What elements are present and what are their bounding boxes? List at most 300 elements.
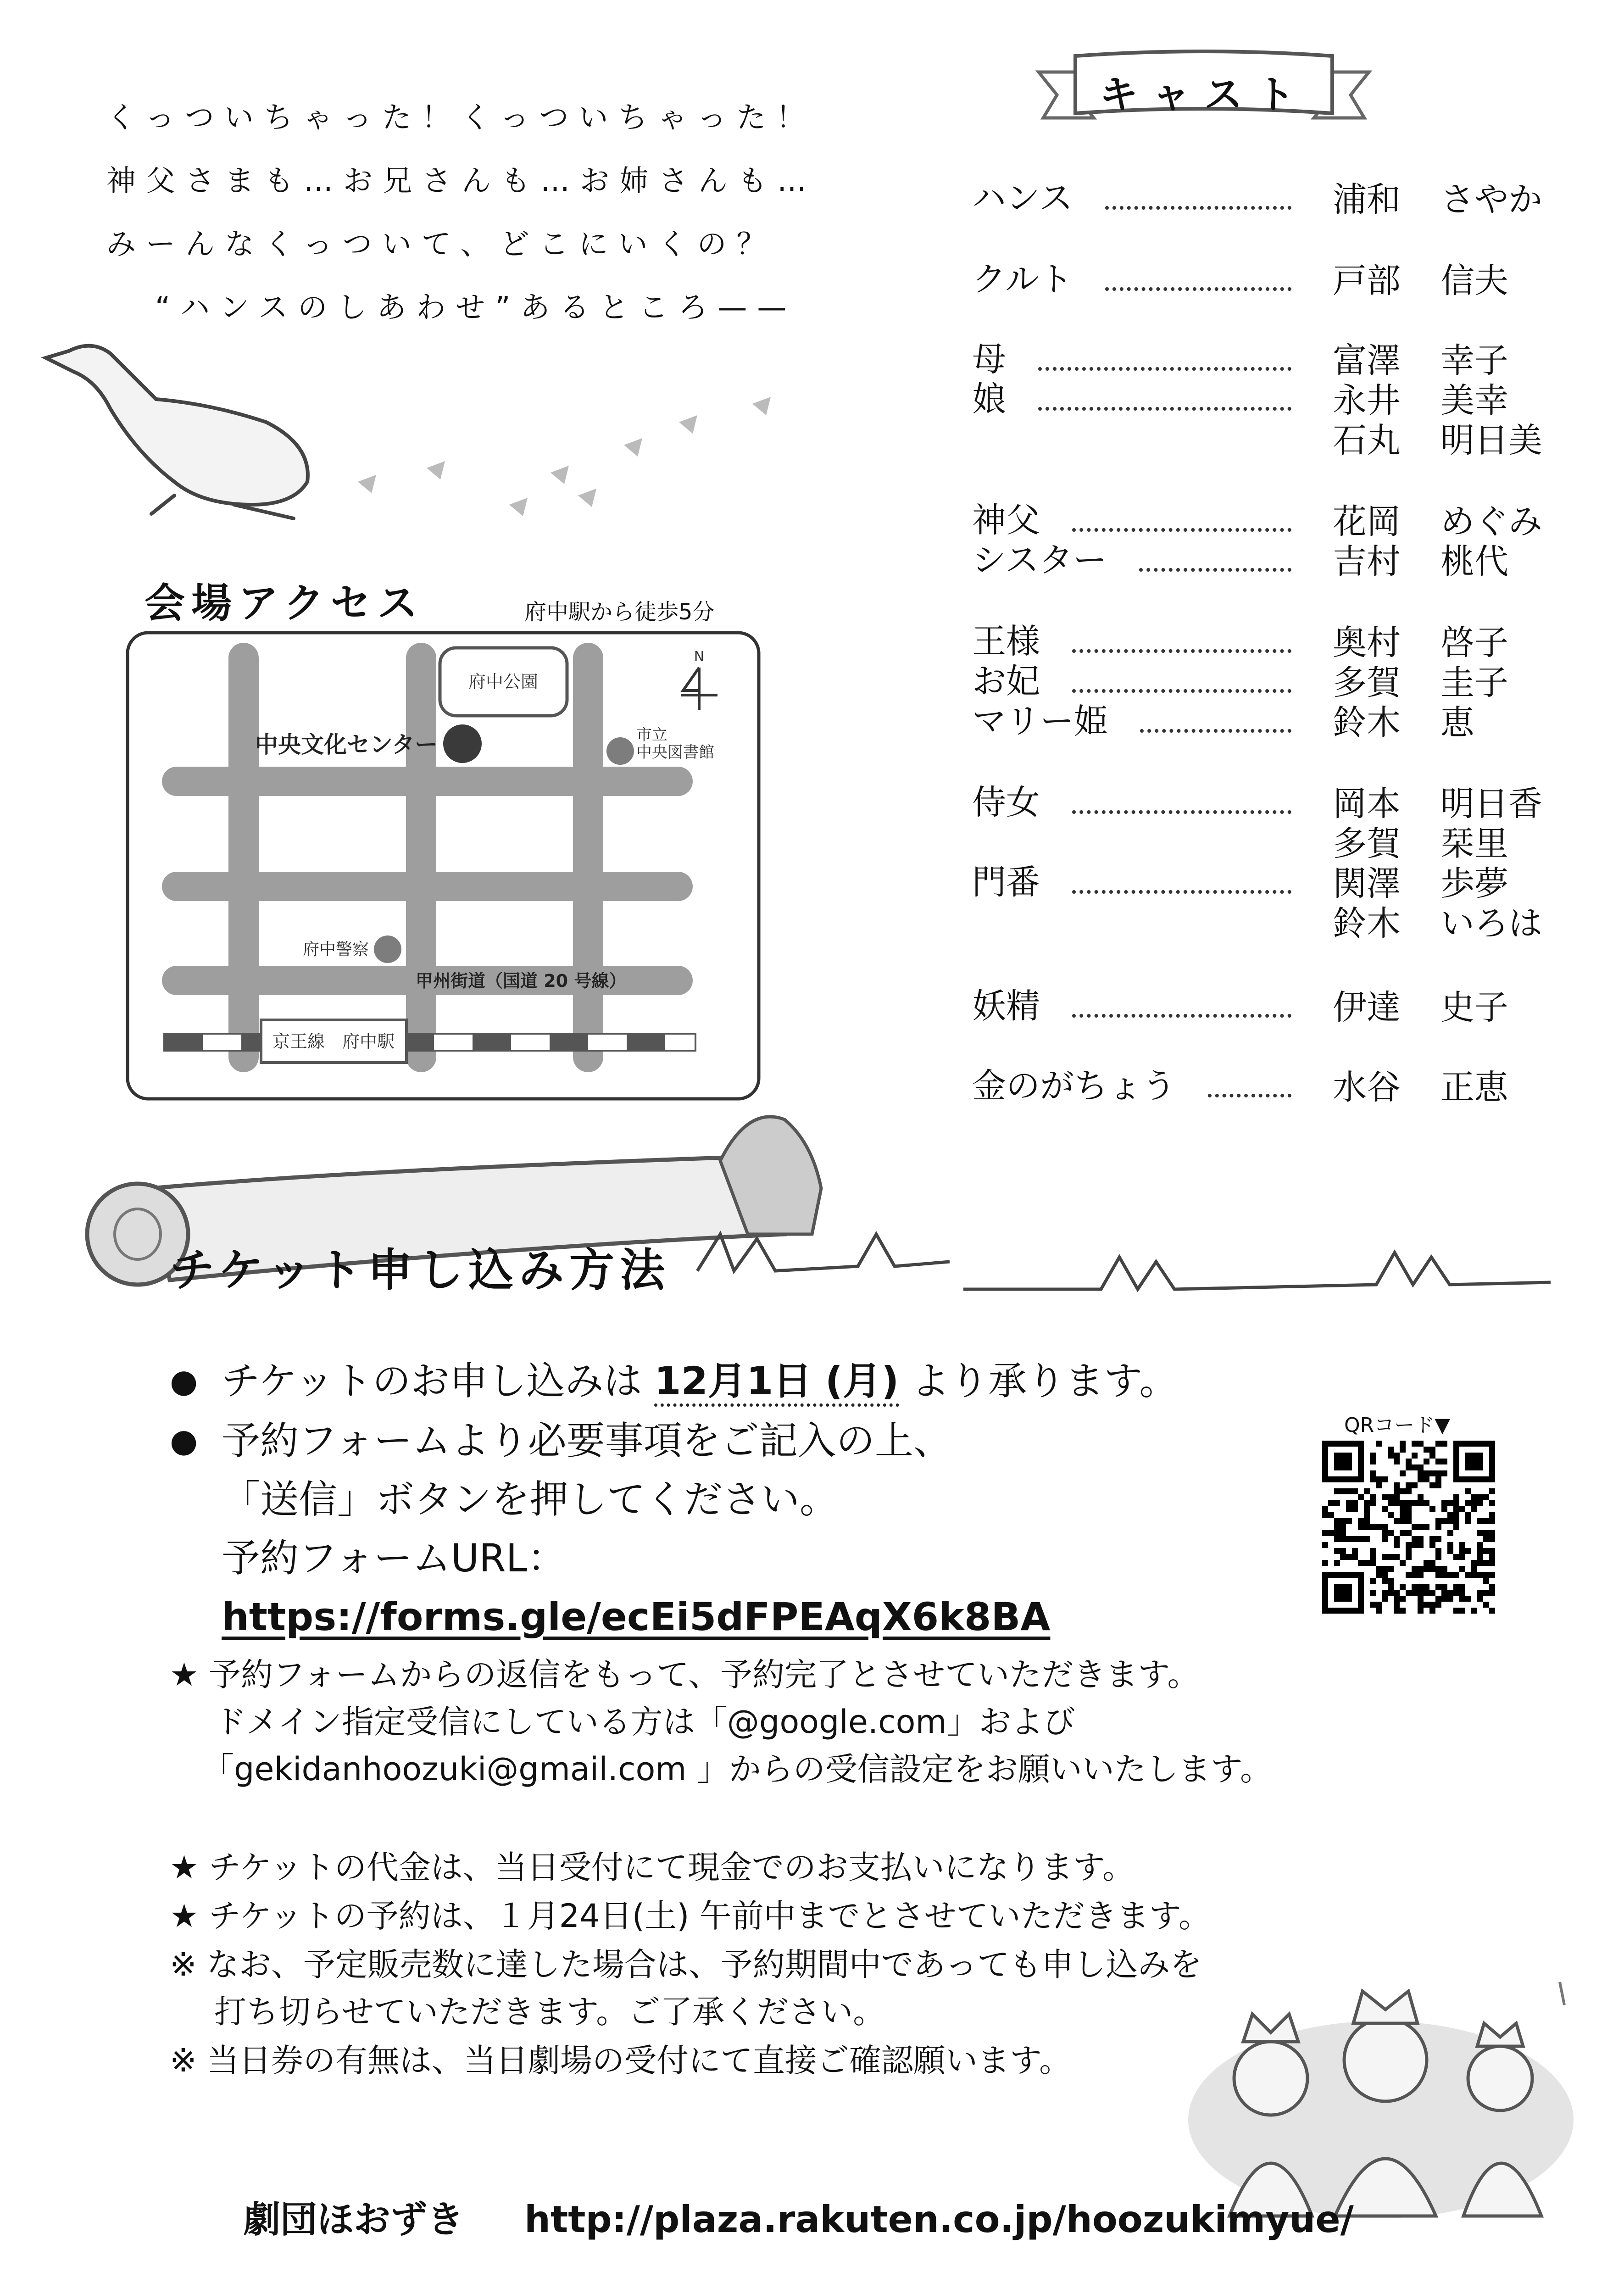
cast-actor-given: 明日美	[1440, 421, 1542, 460]
qr-module	[1370, 1602, 1376, 1608]
road-vertical-2	[406, 643, 436, 1072]
qr-label: QRコード▼	[1344, 1414, 1451, 1437]
qr-module	[1400, 1584, 1406, 1590]
qr-module	[1489, 1530, 1495, 1536]
qr-module	[1453, 1518, 1459, 1524]
qr-module	[1382, 1524, 1388, 1530]
cast-actor-surname: 花岡	[1333, 502, 1401, 541]
qr-module	[1465, 1500, 1471, 1506]
qr-module	[1429, 1482, 1435, 1488]
qr-module	[1394, 1554, 1400, 1560]
qr-module	[1477, 1518, 1483, 1524]
qr-module	[1489, 1584, 1495, 1590]
qr-module	[1364, 1512, 1370, 1518]
qr-module	[1388, 1584, 1394, 1590]
qr-module	[1406, 1482, 1412, 1488]
qr-module	[1394, 1494, 1400, 1500]
qr-module	[1340, 1488, 1346, 1494]
qr-module	[1370, 1560, 1376, 1566]
qr-module	[1424, 1560, 1429, 1566]
qr-module	[1340, 1548, 1346, 1554]
qr-module	[1447, 1596, 1453, 1602]
qr-module	[1364, 1524, 1370, 1530]
station-label: 京王線 府中駅	[272, 1031, 395, 1052]
rail-segment	[550, 1034, 588, 1051]
cast-role: 母	[972, 340, 1006, 379]
qr-module	[1400, 1596, 1406, 1602]
qr-module	[1358, 1518, 1364, 1524]
qr-module	[1388, 1512, 1394, 1518]
dot-leader	[1140, 729, 1291, 733]
cast-banner	[1034, 45, 1374, 126]
qr-module	[1322, 1542, 1328, 1548]
cast-title: キャスト	[1099, 72, 1309, 117]
qr-module	[1483, 1518, 1489, 1524]
cast-actor-surname: 鈴木	[1333, 703, 1401, 742]
road-vertical-1	[228, 643, 259, 1072]
cast-row	[972, 1067, 1291, 1108]
qr-module	[1465, 1512, 1471, 1518]
qr-module	[1489, 1500, 1495, 1506]
qr-module	[1429, 1536, 1435, 1542]
qr-module	[1418, 1602, 1424, 1608]
qr-module	[1376, 1572, 1382, 1578]
qr-module	[1340, 1530, 1346, 1536]
goose-illustration	[37, 330, 817, 551]
qr-module	[1435, 1548, 1441, 1554]
cast-actor-given: 幸子	[1440, 341, 1508, 380]
qr-module	[1424, 1459, 1429, 1464]
ticket-line-1	[222, 1358, 1178, 1404]
qr-module	[1334, 1560, 1340, 1566]
qr-module	[1382, 1578, 1388, 1584]
qr-module	[1328, 1500, 1334, 1506]
qr-module	[1471, 1506, 1477, 1512]
intro-line-4: “ハンスのしあわせ”あるところ——	[155, 291, 797, 325]
qr-module	[1352, 1554, 1358, 1560]
qr-module	[1382, 1566, 1388, 1572]
qr-module	[1412, 1524, 1418, 1530]
qr-finder	[1465, 1453, 1483, 1470]
cast-actor-surname: 奥村	[1333, 623, 1401, 663]
cast-actor-given: 正恵	[1440, 1068, 1508, 1107]
qr-module	[1388, 1494, 1394, 1500]
qr-module	[1418, 1584, 1424, 1590]
qr-module	[1358, 1560, 1364, 1566]
qr-module	[1412, 1536, 1418, 1542]
qr-module	[1412, 1542, 1418, 1548]
qr-module	[1394, 1608, 1400, 1614]
qr-module	[1352, 1536, 1358, 1542]
qr-module	[1435, 1536, 1441, 1542]
qr-module	[1435, 1596, 1441, 1602]
qr-module	[1412, 1464, 1418, 1470]
qr-module	[1394, 1536, 1400, 1542]
qr-module	[1334, 1548, 1340, 1554]
bullet-icon: ●	[170, 1422, 198, 1459]
qr-module	[1376, 1482, 1382, 1488]
ticket-line-3: 「送信」ボタンを押してください。	[222, 1477, 839, 1522]
qr-module	[1388, 1566, 1394, 1572]
cast-role: 神父	[972, 501, 1040, 540]
qr-module	[1406, 1542, 1412, 1548]
cast-row	[972, 420, 1291, 461]
qr-module	[1388, 1447, 1394, 1453]
qr-module	[1370, 1524, 1376, 1530]
qr-module	[1483, 1602, 1489, 1608]
qr-module	[1429, 1602, 1435, 1608]
north-label: N	[694, 649, 705, 665]
qr-module	[1441, 1459, 1447, 1464]
qr-module	[1435, 1470, 1441, 1476]
qr-module	[1400, 1608, 1406, 1614]
qr-module	[1483, 1536, 1489, 1542]
ticket-line-2: 予約フォームより必要事項をご記入の上、	[222, 1418, 952, 1463]
qr-module	[1465, 1518, 1471, 1524]
qr-module	[1435, 1524, 1441, 1530]
cast-row	[972, 380, 1291, 421]
qr-module	[1459, 1548, 1465, 1554]
cast-actor-given: 信夫	[1440, 261, 1508, 301]
dot-leader	[1038, 367, 1291, 371]
qr-module	[1394, 1500, 1400, 1506]
troupe-website-link[interactable]: http://plaza.rakuten.co.jp/hoozukimyue/	[524, 2198, 1354, 2241]
cast-role: ハンス	[972, 178, 1073, 218]
qr-module	[1406, 1518, 1412, 1524]
qr-module	[1394, 1459, 1400, 1464]
qr-module	[1388, 1590, 1394, 1596]
qr-module	[1429, 1506, 1435, 1512]
qr-module	[1477, 1548, 1483, 1554]
qr-module	[1441, 1596, 1447, 1602]
cast-actor-surname: 吉村	[1333, 542, 1401, 581]
cast-row	[972, 340, 1291, 381]
qr-module	[1406, 1590, 1412, 1596]
qr-module	[1477, 1542, 1483, 1548]
qr-module	[1334, 1530, 1340, 1536]
qr-module	[1364, 1488, 1370, 1494]
note-b-5: ※ 当日券の有無は、当日劇場の受付にて直接ご確認願います。	[170, 2042, 1072, 2079]
qr-module	[1435, 1572, 1441, 1578]
cast-actor-given: いろは	[1440, 904, 1542, 943]
qr-module	[1471, 1494, 1477, 1500]
qr-module	[1412, 1566, 1418, 1572]
qr-module	[1400, 1518, 1406, 1524]
cast-actor-given: 圭子	[1440, 663, 1508, 702]
qr-module	[1370, 1459, 1376, 1464]
qr-finder	[1334, 1584, 1352, 1602]
qr-module	[1394, 1596, 1400, 1602]
qr-module	[1489, 1488, 1495, 1494]
qr-module	[1459, 1596, 1465, 1602]
cast-actor-surname: 多賀	[1333, 663, 1401, 702]
qr-module	[1412, 1590, 1418, 1596]
qr-module	[1483, 1590, 1489, 1596]
qr-module	[1418, 1500, 1424, 1506]
access-map	[126, 631, 761, 1101]
qr-module	[1465, 1488, 1471, 1494]
qr-module	[1364, 1536, 1370, 1542]
qr-module	[1364, 1500, 1370, 1506]
qr-module	[1340, 1536, 1346, 1542]
qr-module	[1418, 1464, 1424, 1470]
cast-actor-given: 明日香	[1440, 784, 1542, 824]
qr-module	[1447, 1542, 1453, 1548]
qr-module	[1370, 1453, 1376, 1459]
qr-module	[1400, 1441, 1406, 1447]
dot-leader	[1139, 568, 1291, 572]
police-label: 府中警察	[302, 940, 369, 959]
qr-module	[1429, 1447, 1435, 1453]
cast-actor-surname: 関澤	[1333, 864, 1401, 903]
library-label-1: 市立	[636, 726, 667, 744]
qr-module	[1346, 1506, 1352, 1512]
qr-module	[1435, 1566, 1441, 1572]
venue-marker	[443, 724, 482, 763]
qr-module	[1424, 1500, 1429, 1506]
qr-module	[1471, 1560, 1477, 1566]
qr-module	[1400, 1530, 1406, 1536]
cast-actor-surname: 伊達	[1333, 988, 1401, 1027]
qr-module	[1334, 1500, 1340, 1506]
cast-actor-surname: 鈴木	[1333, 904, 1401, 943]
road-horizontal-1	[162, 767, 693, 796]
qr-module	[1340, 1518, 1346, 1524]
qr-code[interactable]	[1322, 1441, 1495, 1614]
dot-leader	[1072, 810, 1291, 814]
qr-module	[1394, 1602, 1400, 1608]
qr-module	[1376, 1441, 1382, 1447]
qr-module	[1334, 1536, 1340, 1542]
qr-module	[1400, 1488, 1406, 1494]
qr-module	[1435, 1518, 1441, 1524]
qr-module	[1394, 1453, 1400, 1459]
qr-module	[1447, 1512, 1453, 1518]
dot-leader	[1208, 1094, 1291, 1097]
qr-module	[1424, 1476, 1429, 1482]
note-b-2: ★ チケットの予約は、１月24日(土) 午前中までとさせていただきます。	[170, 1897, 1211, 1935]
cast-row	[972, 179, 1291, 220]
qr-module	[1424, 1524, 1429, 1530]
qr-module	[1358, 1524, 1364, 1530]
qr-module	[1453, 1572, 1459, 1578]
qr-module	[1441, 1566, 1447, 1572]
ticket-title: チケット申し込み方法	[170, 1244, 671, 1297]
qr-module	[1364, 1518, 1370, 1524]
qr-module	[1471, 1566, 1477, 1572]
qr-module	[1429, 1560, 1435, 1566]
qr-module	[1382, 1494, 1388, 1500]
qr-module	[1418, 1494, 1424, 1500]
ticket-line-1-post: より承ります。	[899, 1359, 1178, 1403]
qr-module	[1453, 1494, 1459, 1500]
dot-leader	[1072, 890, 1291, 894]
qr-module	[1477, 1500, 1483, 1506]
road-horizontal-2	[162, 872, 693, 901]
qr-module	[1418, 1536, 1424, 1542]
qr-module	[1489, 1608, 1495, 1614]
dot-leader	[1072, 689, 1291, 693]
qr-module	[1322, 1560, 1328, 1566]
qr-module	[1459, 1566, 1465, 1572]
dot-leader	[1072, 649, 1291, 653]
qr-module	[1453, 1608, 1459, 1614]
qr-module	[1370, 1470, 1376, 1476]
qr-module	[1382, 1572, 1388, 1578]
cast-actor-given: 恵	[1440, 703, 1474, 742]
qr-module	[1453, 1524, 1459, 1530]
qr-module	[1388, 1578, 1394, 1584]
qr-module	[1447, 1590, 1453, 1596]
cast-row	[972, 863, 1291, 904]
qr-module	[1406, 1572, 1412, 1578]
qr-module	[1453, 1512, 1459, 1518]
qr-module	[1418, 1608, 1424, 1614]
qr-module	[1364, 1560, 1370, 1566]
cast-row	[972, 784, 1291, 824]
cast-row	[972, 702, 1291, 743]
cast-actor-surname: 水谷	[1333, 1068, 1401, 1107]
qr-module	[1370, 1476, 1376, 1482]
qr-module	[1477, 1572, 1483, 1578]
note-a-2: ドメイン指定受信にしている方は「@google.com」および	[214, 1703, 1075, 1741]
qr-module	[1382, 1590, 1388, 1596]
qr-module	[1429, 1590, 1435, 1596]
dot-leader	[1105, 287, 1291, 291]
cast-actor-given: 啓子	[1440, 623, 1508, 663]
cast-role: 金のがちょう	[972, 1066, 1176, 1106]
qr-module	[1406, 1506, 1412, 1512]
qr-module	[1424, 1584, 1429, 1590]
qr-module	[1382, 1596, 1388, 1602]
ticket-line-1-pre: チケットのお申し込みは	[222, 1359, 655, 1403]
qr-module	[1352, 1488, 1358, 1494]
cast-actor-surname: 多賀	[1333, 824, 1401, 863]
qr-module	[1400, 1500, 1406, 1506]
qr-module	[1489, 1518, 1495, 1524]
qr-module	[1477, 1530, 1483, 1536]
qr-module	[1370, 1500, 1376, 1506]
qr-module	[1406, 1554, 1412, 1560]
qr-module	[1328, 1512, 1334, 1518]
qr-module	[1483, 1548, 1489, 1554]
qr-module	[1489, 1590, 1495, 1596]
qr-module	[1424, 1566, 1429, 1572]
qr-module	[1435, 1482, 1441, 1488]
qr-module	[1453, 1500, 1459, 1506]
reservation-form-link[interactable]: https://forms.gle/ecEi5dFPEAqX6k8BA	[222, 1594, 1051, 1639]
qr-module	[1418, 1590, 1424, 1596]
qr-module	[1394, 1488, 1400, 1494]
cast-actor-given: めぐみ	[1440, 502, 1542, 541]
cast-row	[972, 541, 1291, 582]
walk-time: 府中駅から徒歩5分	[524, 599, 715, 625]
intro-line-1: くっついちゃった！くっついちゃった！	[106, 101, 816, 135]
qr-module	[1376, 1566, 1382, 1572]
qr-module	[1471, 1500, 1477, 1506]
qr-module	[1346, 1500, 1352, 1506]
qr-module	[1346, 1536, 1352, 1542]
cast-role: 娘	[972, 379, 1006, 419]
qr-module	[1441, 1470, 1447, 1476]
grass-line	[963, 1239, 1560, 1303]
cast-role: 門番	[972, 863, 1040, 902]
qr-module	[1400, 1506, 1406, 1512]
qr-module	[1358, 1536, 1364, 1542]
qr-module	[1418, 1572, 1424, 1578]
qr-module	[1394, 1482, 1400, 1488]
qr-module	[1424, 1447, 1429, 1453]
qr-module	[1471, 1608, 1477, 1614]
cast-actor-given: 栞里	[1440, 824, 1508, 863]
qr-module	[1489, 1572, 1495, 1578]
troupe-name: 劇団ほおずき	[244, 2198, 464, 2241]
bullet-icon: ●	[170, 1362, 198, 1400]
qr-module	[1453, 1590, 1459, 1596]
dot-leader	[1072, 528, 1291, 532]
qr-module	[1418, 1566, 1424, 1572]
ticket-line-4: 予約フォームURL：	[222, 1536, 566, 1581]
qr-module	[1465, 1596, 1471, 1602]
qr-module	[1489, 1560, 1495, 1566]
qr-module	[1382, 1476, 1388, 1482]
cast-role: 妖精	[972, 986, 1040, 1026]
qr-module	[1453, 1584, 1459, 1590]
qr-module	[1465, 1548, 1471, 1554]
qr-module	[1447, 1500, 1453, 1506]
qr-module	[1477, 1596, 1483, 1602]
qr-module	[1418, 1441, 1424, 1447]
qr-module	[1441, 1441, 1447, 1447]
qr-finder	[1334, 1453, 1352, 1470]
qr-module	[1364, 1506, 1370, 1512]
qr-module	[1459, 1506, 1465, 1512]
qr-module	[1429, 1453, 1435, 1459]
cast-actor-given: 歩夢	[1440, 864, 1508, 903]
venue-label: 中央文化センター	[255, 731, 438, 758]
qr-module	[1483, 1530, 1489, 1536]
qr-module	[1382, 1506, 1388, 1512]
note-b-4: 打ち切らせていただきます。ご了承ください。	[214, 1993, 885, 2031]
qr-module	[1388, 1554, 1394, 1560]
police-marker	[374, 935, 401, 963]
qr-module	[1477, 1554, 1483, 1560]
cast-role: シスター	[972, 540, 1107, 580]
qr-module	[1459, 1608, 1465, 1614]
cast-row	[972, 903, 1291, 944]
cast-role: クルト	[972, 260, 1073, 299]
qr-module	[1400, 1560, 1406, 1566]
qr-module	[1465, 1572, 1471, 1578]
qr-module	[1370, 1494, 1376, 1500]
qr-module	[1394, 1518, 1400, 1524]
qr-module	[1459, 1590, 1465, 1596]
qr-module	[1370, 1554, 1376, 1560]
note-b-3: ※ なお、予定販売数に達した場合は、予約期間中であっても申し込みを	[170, 1946, 1202, 1983]
qr-module	[1447, 1518, 1453, 1524]
rail-segment	[164, 1034, 203, 1051]
qr-module	[1400, 1447, 1406, 1453]
qr-module	[1406, 1512, 1412, 1518]
qr-module	[1406, 1548, 1412, 1554]
cast-role: 侍女	[972, 783, 1040, 822]
library-label-2: 中央図書館	[636, 743, 714, 762]
qr-module	[1406, 1500, 1412, 1506]
qr-module	[1435, 1554, 1441, 1560]
cast-actor-surname: 戸部	[1333, 261, 1401, 301]
qr-module	[1388, 1500, 1394, 1506]
dot-leader	[1038, 407, 1291, 411]
